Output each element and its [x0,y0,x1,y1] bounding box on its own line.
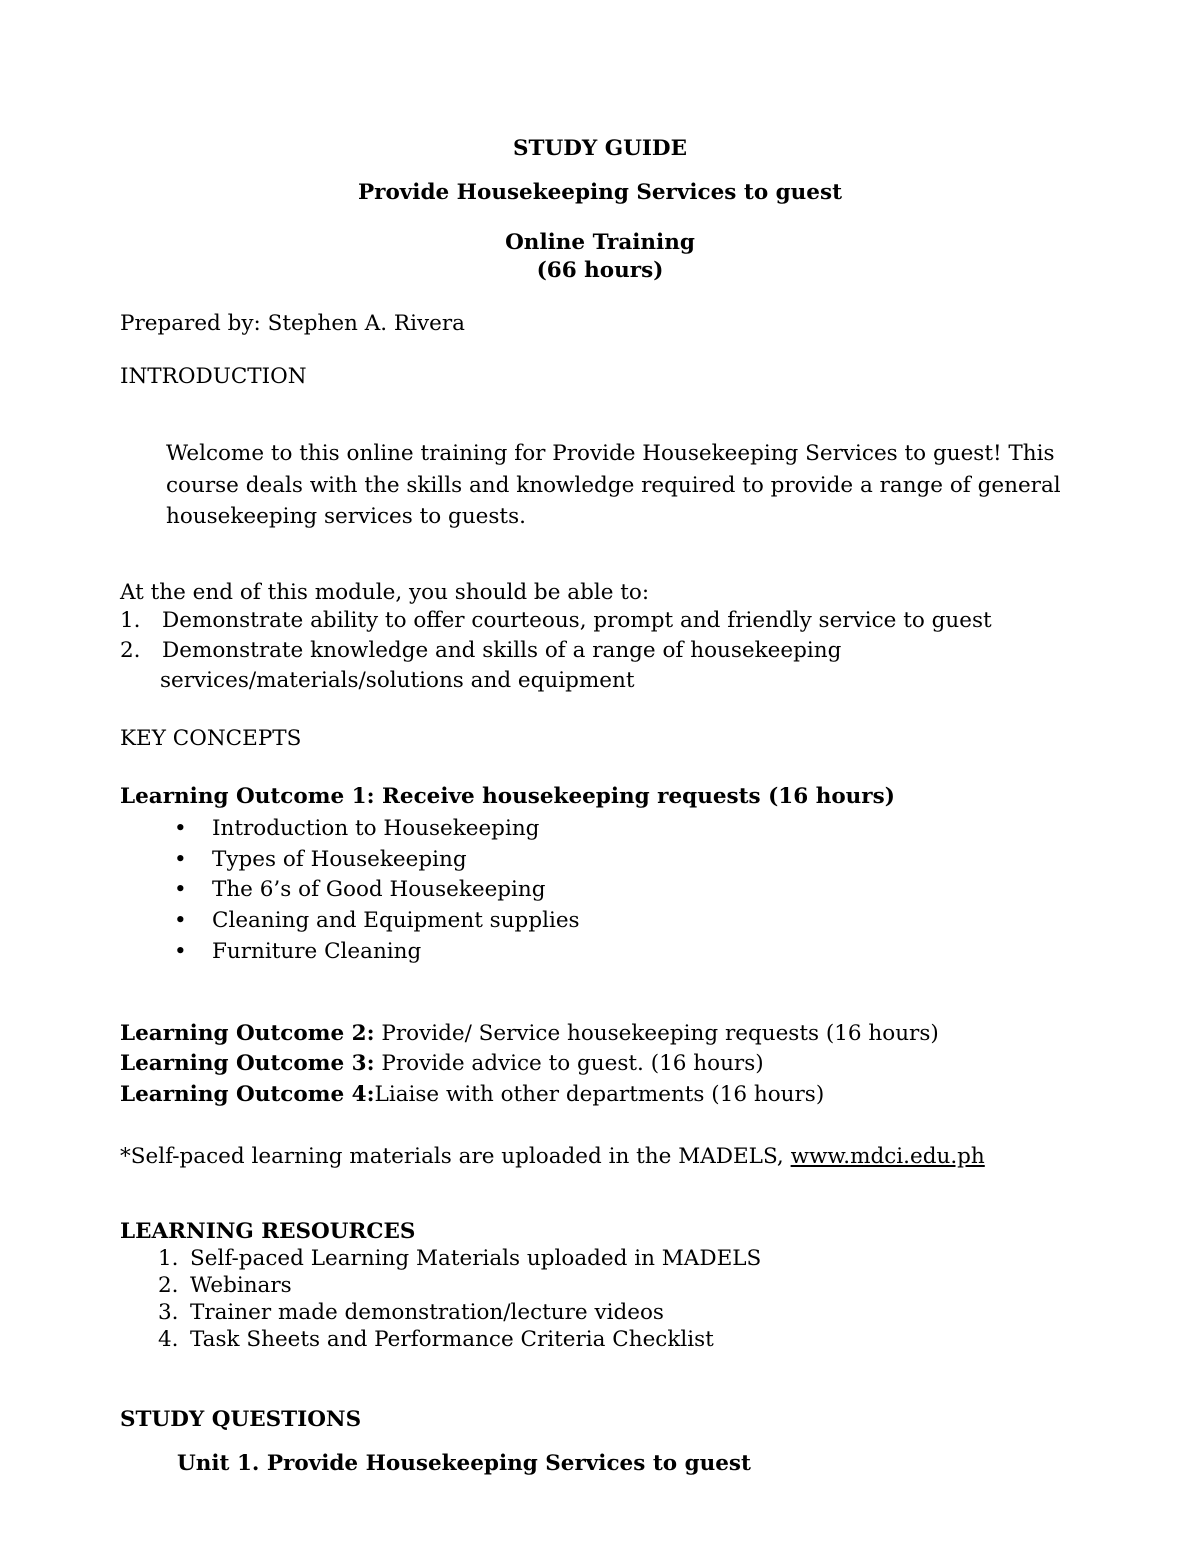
introduction-heading: INTRODUCTION [120,364,307,389]
intro-line-1: Welcome to this online training for Provide Housekeeping Services to guest! This [166,441,1055,466]
key-concepts-heading: KEY CONCEPTS [120,726,302,751]
training-mode: Online Training [505,230,695,255]
objective-item-2-line-2: services/materials/solutions and equipment [160,668,635,693]
bullet-icon: • [174,847,187,872]
learning-outcome-2 [120,1019,939,1049]
outcome-label: Learning Outcome 2: [120,1021,375,1046]
lo1-topic: Cleaning and Equipment supplies [212,908,580,933]
training-duration: (66 hours) [536,258,664,283]
outcome-label: Learning Outcome 3: [120,1051,375,1076]
bullet-icon: • [174,939,187,964]
learning-resources-heading: LEARNING RESOURCES [120,1219,416,1244]
learning-outcome-1: Learning Outcome 1: Receive housekeeping requests (16 hours) [120,784,895,809]
objective-item-1: Demonstrate ability to offer courteous, prompt and friendly service to guest [162,608,992,633]
objective-item-2-line-1: Demonstrate knowledge and skills of a range of housekeeping [162,638,842,663]
resource-number: 4. [158,1327,179,1352]
learning-outcome-4 [120,1080,824,1110]
lo1-topic: The 6’s of Good Housekeeping [212,877,546,902]
resource-number: 2. [158,1273,179,1298]
bullet-icon: • [174,877,187,902]
resource-number: 1. [158,1246,179,1271]
resource-item: Trainer made demonstration/lecture videos [190,1300,664,1325]
materials-note-text: *Self-paced learning materials are uploaded in the MADELS, [120,1144,791,1169]
doc-title: STUDY GUIDE [513,136,687,161]
lo1-topic: Types of Housekeeping [212,847,467,872]
resource-item: Webinars [190,1273,292,1298]
resource-item: Task Sheets and Performance Criteria Checklist [190,1327,714,1352]
outcome-text: Liaise with other departments (16 hours) [374,1082,825,1107]
course-title: Provide Housekeeping Services to guest [357,180,843,205]
prepared-by: Prepared by: Stephen A. Rivera [120,311,465,336]
objective-number: 2. [120,638,141,663]
study-questions-heading: STUDY QUESTIONS [120,1407,362,1432]
bullet-icon: • [174,816,187,841]
madels-link[interactable]: www.mdci.edu.ph [790,1144,985,1169]
lo1-topic: Introduction to Housekeeping [212,816,540,841]
intro-line-3: housekeeping services to guests. [166,504,526,529]
outcome-label: Learning Outcome 4: [120,1082,375,1107]
resource-item: Self-paced Learning Materials uploaded in MADELS [190,1246,762,1271]
unit-title: Unit 1. Provide Housekeeping Services to guest [177,1451,751,1476]
learning-outcome-3 [120,1049,764,1079]
objective-number: 1. [120,608,141,633]
objectives-lead: At the end of this module, you should be able to: [120,580,650,605]
lo1-topic: Furniture Cleaning [212,939,422,964]
intro-line-2: course deals with the skills and knowledge required to provide a range of general [166,473,1061,498]
bullet-icon: • [174,908,187,933]
materials-note [120,1142,985,1172]
resource-number: 3. [158,1300,179,1325]
outcome-text: Provide/ Service housekeeping requests (16 hours) [374,1021,939,1046]
outcome-text: Provide advice to guest. (16 hours) [374,1051,764,1076]
